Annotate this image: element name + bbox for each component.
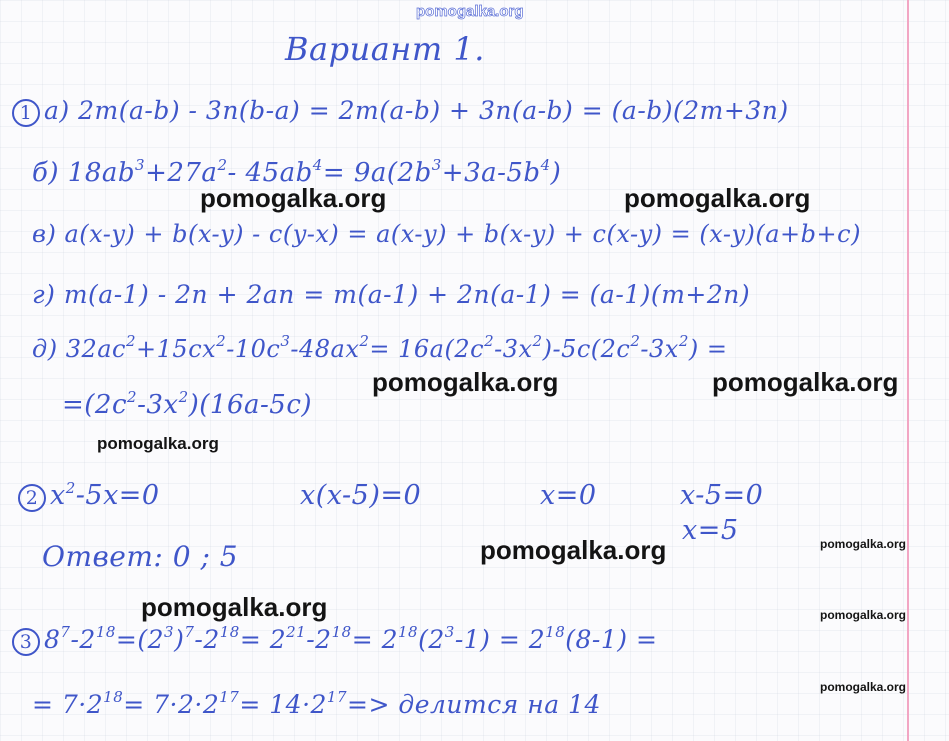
exponent: 4 — [540, 156, 551, 174]
task-2-factor: x(x-5)=0 — [300, 480, 422, 511]
task-2-line — [18, 480, 160, 512]
expr-part: = 7·2 — [32, 690, 104, 719]
expr-part: = 2 — [351, 625, 398, 654]
watermark-8: pomogalka.org — [141, 592, 328, 622]
watermark-6: pomogalka.org — [480, 535, 667, 565]
exponent: 18 — [331, 623, 352, 641]
expr-part: -3x — [494, 335, 533, 363]
exponent: 18 — [103, 688, 124, 706]
task-number-3: 3 — [12, 628, 40, 656]
exponent: 2 — [217, 156, 228, 174]
task-1a-line — [12, 96, 789, 127]
expr-part: x — [50, 480, 66, 511]
expr-part: = 7·2·2 — [123, 690, 220, 719]
exponent: 2 — [484, 332, 495, 350]
exponent: 21 — [286, 623, 307, 641]
task-1g-line: г) m(a-1) - 2n + 2an = m(a-1) + 2n(a-1) = (a-1)(m+2n) — [32, 280, 751, 309]
exponent: 7 — [184, 623, 195, 641]
watermark-top: pomogalka.org — [416, 3, 524, 20]
expr-part: => делится на 14 — [347, 690, 601, 719]
expr-part: -1) = 2 — [454, 625, 546, 654]
exponent: 18 — [95, 623, 116, 641]
task-2-root-1: x=0 — [540, 480, 597, 511]
task-1d-line — [32, 332, 728, 363]
exponent: 2 — [532, 332, 543, 350]
watermark-3: pomogalka.org — [372, 367, 559, 397]
expr-part: ) = — [688, 335, 728, 363]
expr-part: (8-1) = — [565, 625, 658, 654]
expr-part: 8 — [44, 625, 61, 654]
expr-part: = 9a(2b — [322, 158, 432, 188]
exponent: 2 — [65, 479, 76, 497]
watermark-7: pomogalka.org — [820, 537, 907, 551]
exponent: 2 — [178, 388, 189, 406]
expr-part: +3a-5b — [441, 158, 541, 188]
task-3-line — [12, 625, 657, 656]
expr-part: -2 — [194, 625, 220, 654]
exponent: 3 — [431, 156, 442, 174]
expr-part: ) — [550, 158, 562, 188]
expr-part: +15cx — [136, 335, 217, 363]
task-1d-result-line — [62, 390, 312, 420]
exponent: 3 — [164, 623, 175, 641]
task-2-root-2: x=5 — [682, 515, 739, 546]
task-1v-line: в) a(x-y) + b(x-y) - c(y-x) = a(x-y) + b(x-y) + c(x-y) = (x-y)(a+b+c) — [32, 220, 861, 248]
expr-part: -3x — [640, 335, 679, 363]
watermark-9: pomogalka.org — [820, 608, 907, 622]
expr-part: б) 18ab — [32, 158, 136, 188]
expr-part: (2 — [418, 625, 445, 654]
page-title: Вариант 1. — [285, 30, 485, 68]
exponent: 7 — [60, 623, 71, 641]
watermark-10: pomogalka.org — [820, 680, 907, 694]
exponent: 4 — [312, 156, 323, 174]
task-3-result-line — [32, 690, 601, 719]
expr-part: =(2c — [62, 390, 128, 420]
expr-part: = 14·2 — [239, 690, 327, 719]
task-1a-text: а) 2m(a-b) - 3n(b-a) = 2m(a-b) + 3n(a-b) = (a-b)(2m+3n) — [44, 96, 789, 125]
task-number-1: 1 — [12, 99, 40, 127]
exponent: 2 — [126, 332, 137, 350]
expr-part: ) — [174, 625, 185, 654]
exponent: 3 — [280, 332, 291, 350]
expr-part: )(16a-5c) — [188, 390, 313, 420]
expr-part: -48ax — [290, 335, 360, 363]
exponent: 2 — [127, 388, 138, 406]
expr-part: -5x=0 — [75, 480, 160, 511]
watermark-2: pomogalka.org — [624, 183, 811, 213]
exponent: 3 — [444, 623, 455, 641]
exponent: 2 — [216, 332, 227, 350]
exponent: 2 — [678, 332, 689, 350]
exponent: 18 — [545, 623, 566, 641]
exponent: 2 — [359, 332, 370, 350]
exponent: 18 — [398, 623, 419, 641]
watermark-4: pomogalka.org — [712, 367, 899, 397]
expr-part: +27a — [145, 158, 218, 188]
task-number-2: 2 — [18, 484, 46, 512]
exponent: 3 — [135, 156, 146, 174]
expr-part: )-5c(2c — [542, 335, 631, 363]
expr-part: -2 — [70, 625, 96, 654]
expr-part: =(2 — [115, 625, 165, 654]
expr-part: - 45ab — [227, 158, 313, 188]
expr-part: = 2 — [239, 625, 287, 654]
exponent: 17 — [326, 688, 348, 706]
expr-part: -10c — [226, 335, 281, 363]
margin-line — [907, 0, 909, 741]
expr-part: -2 — [306, 625, 332, 654]
task-2-answer: Ответ: 0 ; 5 — [42, 540, 239, 573]
exponent: 18 — [219, 623, 240, 641]
watermark-1: pomogalka.org — [200, 183, 387, 213]
task-2-eq-2: x-5=0 — [680, 480, 764, 511]
expr-part: д) 32ac — [32, 335, 126, 363]
exponent: 17 — [219, 688, 240, 706]
expr-part: = 16a(2c — [369, 335, 485, 363]
exponent: 2 — [630, 332, 641, 350]
expr-part: -3x — [137, 390, 179, 420]
watermark-5: pomogalka.org — [97, 434, 219, 453]
